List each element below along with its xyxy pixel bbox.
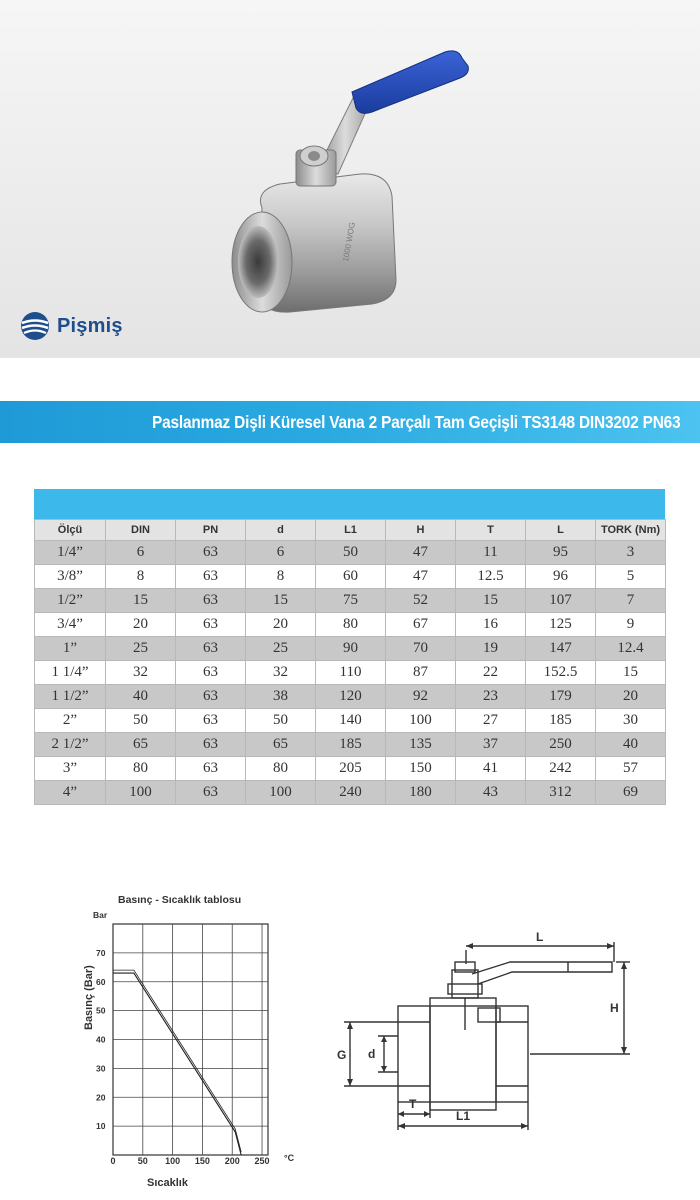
cell-tork: 57	[596, 757, 666, 781]
technical-diagrams	[0, 880, 700, 1200]
x-tick-label: 150	[194, 1156, 210, 1166]
cell-olcu: 3”	[35, 757, 106, 781]
cell-l1: 110	[316, 661, 386, 685]
cell-h: 180	[386, 781, 456, 805]
table-row	[35, 709, 666, 733]
spec-table-container	[34, 489, 665, 805]
brand-name: Pişmiş	[57, 314, 123, 337]
y-tick-label: 20	[96, 1092, 106, 1103]
header-h: H	[386, 520, 456, 541]
cell-olcu: 2 1/2”	[35, 733, 106, 757]
table-row	[35, 637, 666, 661]
cell-t: 23	[456, 685, 526, 709]
cell-tork: 40	[596, 733, 666, 757]
cell-olcu: 3/8”	[35, 565, 106, 589]
ball-valve-photo	[0, 0, 700, 358]
cell-t: 37	[456, 733, 526, 757]
cell-pn: 63	[176, 685, 246, 709]
cell-olcu: 4”	[35, 781, 106, 805]
chart-title: Basınç - Sıcaklık tablosu	[118, 894, 242, 906]
x-axis-label: Sıcaklık	[147, 1177, 188, 1189]
cell-h: 52	[386, 589, 456, 613]
dim-label-h: H	[610, 1001, 619, 1015]
cell-d: 65	[246, 733, 316, 757]
x-tick-label: 250	[254, 1156, 270, 1166]
cell-l1: 50	[316, 541, 386, 565]
cell-t: 15	[456, 589, 526, 613]
dim-label-l1: L1	[456, 1109, 471, 1123]
header-olcu: Ölçü	[35, 520, 106, 541]
cell-d: 80	[246, 757, 316, 781]
cell-t: 41	[456, 757, 526, 781]
x-tick-label: 100	[165, 1156, 181, 1166]
table-row	[35, 541, 666, 565]
cell-h: 135	[386, 733, 456, 757]
cell-d: 38	[246, 685, 316, 709]
cell-pn: 63	[176, 637, 246, 661]
cell-d: 100	[246, 781, 316, 805]
cell-pn: 63	[176, 565, 246, 589]
cell-din: 6	[106, 541, 176, 565]
cell-h: 67	[386, 613, 456, 637]
cell-olcu: 1 1/2”	[35, 685, 106, 709]
cell-olcu: 2”	[35, 709, 106, 733]
cell-t: 27	[456, 709, 526, 733]
cell-l1: 90	[316, 637, 386, 661]
cell-d: 20	[246, 613, 316, 637]
cell-tork: 15	[596, 661, 666, 685]
table-row	[35, 589, 666, 613]
cell-d: 15	[246, 589, 316, 613]
chart-ticks	[96, 948, 270, 1166]
cell-pn: 63	[176, 589, 246, 613]
cell-din: 8	[106, 565, 176, 589]
cell-tork: 12.4	[596, 637, 666, 661]
table-row	[35, 685, 666, 709]
brand-logo	[20, 311, 123, 341]
y-axis-label: Basınç (Bar)	[83, 965, 95, 1030]
cell-l1: 240	[316, 781, 386, 805]
cell-t: 43	[456, 781, 526, 805]
cell-din: 32	[106, 661, 176, 685]
spec-header-row	[35, 520, 666, 541]
y-tick-label: 60	[96, 976, 106, 987]
cell-tork: 20	[596, 685, 666, 709]
cell-l: 152.5	[526, 661, 596, 685]
header-l1: L1	[316, 520, 386, 541]
cell-l1: 120	[316, 685, 386, 709]
product-title-bar	[0, 401, 700, 443]
pismis-logo-icon	[20, 311, 50, 341]
cell-din: 25	[106, 637, 176, 661]
cell-olcu: 3/4”	[35, 613, 106, 637]
cell-din: 15	[106, 589, 176, 613]
x-unit-label: °C	[284, 1153, 295, 1163]
cell-tork: 3	[596, 541, 666, 565]
cell-tork: 9	[596, 613, 666, 637]
cell-l: 312	[526, 781, 596, 805]
cell-olcu: 1 1/4”	[35, 661, 106, 685]
cell-din: 80	[106, 757, 176, 781]
table-row	[35, 733, 666, 757]
cell-l: 107	[526, 589, 596, 613]
header-din: DIN	[106, 520, 176, 541]
cell-d: 6	[246, 541, 316, 565]
cell-pn: 63	[176, 757, 246, 781]
dim-label-d: d	[368, 1047, 376, 1061]
pressure-temperature-chart	[0, 880, 320, 1200]
cell-l: 242	[526, 757, 596, 781]
y-tick-label: 10	[96, 1121, 106, 1132]
cell-d: 8	[246, 565, 316, 589]
cell-d: 32	[246, 661, 316, 685]
cell-pn: 63	[176, 709, 246, 733]
cell-l: 185	[526, 709, 596, 733]
cell-din: 40	[106, 685, 176, 709]
cell-l: 250	[526, 733, 596, 757]
cell-l: 125	[526, 613, 596, 637]
cell-olcu: 1/2”	[35, 589, 106, 613]
header-pn: PN	[176, 520, 246, 541]
y-unit-label: Bar	[93, 910, 108, 920]
table-row	[35, 661, 666, 685]
cell-tork: 5	[596, 565, 666, 589]
spec-table-body	[35, 541, 666, 805]
cell-pn: 63	[176, 541, 246, 565]
cell-l: 179	[526, 685, 596, 709]
x-tick-label: 50	[137, 1156, 148, 1166]
series-line	[113, 973, 241, 1155]
cell-h: 47	[386, 565, 456, 589]
table-row	[35, 565, 666, 589]
cell-l1: 185	[316, 733, 386, 757]
cell-h: 150	[386, 757, 456, 781]
cell-d: 50	[246, 709, 316, 733]
cell-h: 47	[386, 541, 456, 565]
cell-din: 50	[106, 709, 176, 733]
cell-l1: 60	[316, 565, 386, 589]
x-tick-label: 0	[110, 1156, 116, 1166]
cell-l1: 75	[316, 589, 386, 613]
cell-l: 96	[526, 565, 596, 589]
y-tick-label: 40	[96, 1034, 106, 1045]
cell-pn: 63	[176, 733, 246, 757]
header-t: T	[456, 520, 526, 541]
y-tick-label: 70	[96, 947, 106, 958]
cell-t: 11	[456, 541, 526, 565]
cell-pn: 63	[176, 613, 246, 637]
table-row	[35, 781, 666, 805]
dim-label-t: T	[409, 1097, 417, 1111]
cell-tork: 30	[596, 709, 666, 733]
svg-text:1000 WOG: 1000 WOG	[341, 221, 357, 263]
x-tick-label: 200	[224, 1156, 240, 1166]
cell-l1: 205	[316, 757, 386, 781]
cell-h: 100	[386, 709, 456, 733]
product-title: Paslanmaz Dişli Küresel Vana 2 Parçalı Tam Geçişli TS3148 DIN3202 PN63	[151, 411, 680, 432]
cell-t: 22	[456, 661, 526, 685]
header-l: L	[526, 520, 596, 541]
cell-din: 65	[106, 733, 176, 757]
cell-h: 87	[386, 661, 456, 685]
dim-label-l: L	[536, 930, 544, 944]
table-row	[35, 757, 666, 781]
cell-t: 12.5	[456, 565, 526, 589]
cell-din: 100	[106, 781, 176, 805]
spec-table	[34, 519, 666, 805]
cell-t: 16	[456, 613, 526, 637]
cell-pn: 63	[176, 661, 246, 685]
spec-table-band	[34, 489, 665, 519]
cell-olcu: 1/4”	[35, 541, 106, 565]
table-row	[35, 613, 666, 637]
cell-d: 25	[246, 637, 316, 661]
cell-din: 20	[106, 613, 176, 637]
cell-t: 19	[456, 637, 526, 661]
cell-l: 147	[526, 637, 596, 661]
series-line-outline	[113, 970, 241, 1152]
cell-h: 92	[386, 685, 456, 709]
cell-olcu: 1”	[35, 637, 106, 661]
header-tork: TORK (Nm)	[596, 520, 666, 541]
y-tick-label: 30	[96, 1063, 106, 1074]
cell-l1: 140	[316, 709, 386, 733]
dim-label-g: G	[337, 1048, 347, 1062]
y-tick-label: 50	[96, 1005, 106, 1016]
product-hero	[0, 0, 700, 358]
chart-series	[113, 970, 241, 1155]
cell-pn: 63	[176, 781, 246, 805]
cell-l1: 80	[316, 613, 386, 637]
cell-h: 70	[386, 637, 456, 661]
cell-tork: 69	[596, 781, 666, 805]
cell-l: 95	[526, 541, 596, 565]
cell-tork: 7	[596, 589, 666, 613]
chart-grid	[113, 924, 268, 1155]
header-d: d	[246, 520, 316, 541]
